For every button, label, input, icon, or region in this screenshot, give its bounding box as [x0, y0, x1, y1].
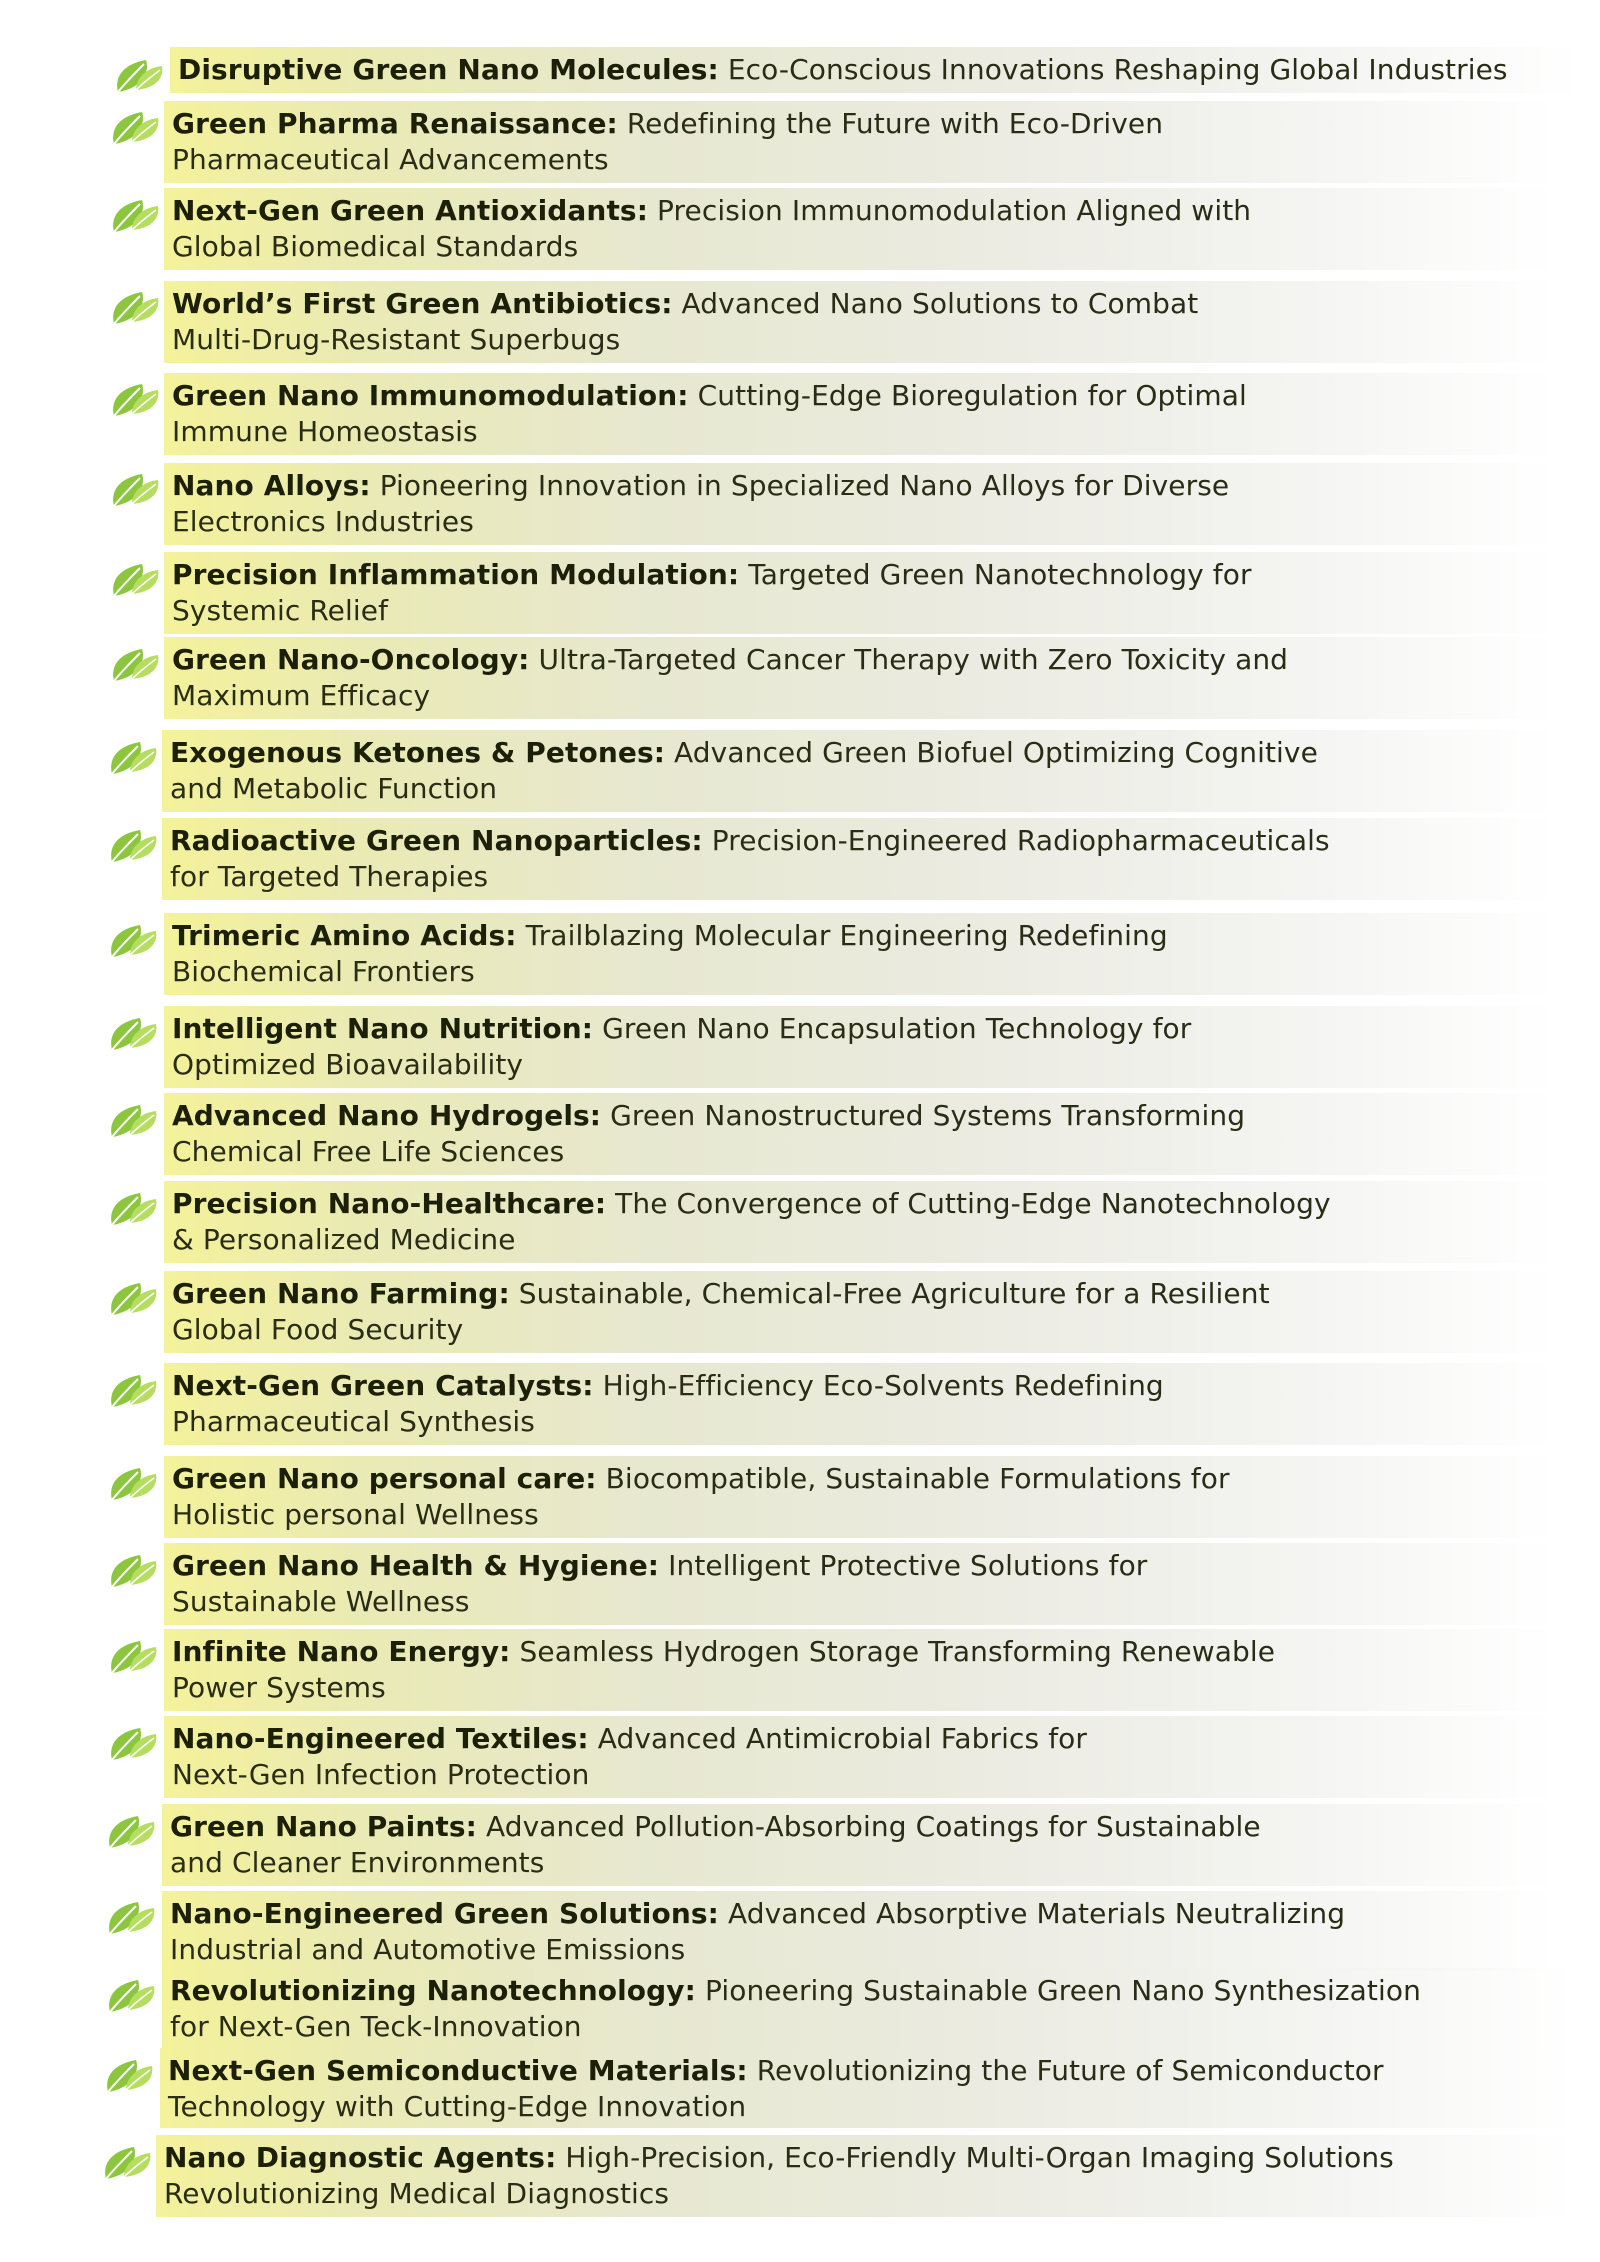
leaf-icon [102, 2052, 156, 2098]
feature-description-continued: Systemic Relief [172, 594, 389, 627]
feature-description-continued: Holistic personal Wellness [172, 1498, 539, 1531]
feature-band [162, 1804, 1554, 1886]
feature-band [170, 47, 1580, 93]
feature-title: Advanced Nano Hydrogels: [172, 1099, 602, 1132]
leaf-icon [104, 1808, 158, 1854]
feature-band [164, 373, 1554, 455]
feature-band [164, 552, 1554, 634]
feature-description-continued: Pharmaceutical Synthesis [172, 1405, 535, 1438]
feature-description: Cutting-Edge Bioregulation for Optimal [697, 379, 1247, 412]
feature-band [164, 1006, 1554, 1088]
feature-band [164, 1181, 1554, 1263]
feature-description: Pioneering Sustainable Green Nano Synthesization [704, 1974, 1421, 2007]
feature-description: Intelligent Protective Solutions for [668, 1549, 1148, 1582]
leaf-icon [100, 2139, 154, 2185]
leaf-icon [108, 556, 162, 602]
leaf-icon [106, 917, 160, 963]
feature-band [162, 730, 1554, 812]
leaf-icon [106, 1097, 160, 1143]
feature-description-continued: Maximum Efficacy [172, 679, 431, 712]
feature-description: Green Nanostructured Systems Transforming [610, 1099, 1246, 1132]
feature-title: Intelligent Nano Nutrition: [172, 1012, 594, 1045]
feature-description-continued: Pharmaceutical Advancements [172, 143, 609, 176]
feature-description-continued: Multi-Drug-Resistant Superbugs [172, 323, 621, 356]
feature-title: World’s First Green Antibiotics: [172, 287, 673, 320]
feature-description-continued: Electronics Industries [172, 505, 474, 538]
feature-description: Advanced Green Biofuel Optimizing Cognitive [674, 736, 1318, 769]
feature-description: High-Precision, Eco-Friendly Multi-Organ Imaging Solutions [565, 2141, 1394, 2174]
feature-band [164, 1456, 1554, 1538]
leaf-icon [106, 734, 160, 780]
feature-description-continued: Global Biomedical Standards [172, 230, 579, 263]
feature-title: Next-Gen Green Catalysts: [172, 1369, 594, 1402]
feature-description: Biocompatible, Sustainable Formulations for [605, 1462, 1230, 1495]
leaf-icon [104, 1972, 158, 2018]
leaf-icon [108, 376, 162, 422]
feature-band [164, 1271, 1554, 1353]
leaf-icon [106, 1720, 160, 1766]
feature-band [156, 2135, 1574, 2217]
feature-band [164, 101, 1554, 183]
feature-band [164, 1629, 1554, 1711]
leaf-icon [106, 1185, 160, 1231]
feature-description-continued: Chemical Free Life Sciences [172, 1135, 565, 1168]
feature-description-continued: Optimized Bioavailability [172, 1048, 524, 1081]
feature-description-continued: Technology with Cutting-Edge Innovation [168, 2090, 747, 2123]
feature-title: Next-Gen Semiconductive Materials: [168, 2054, 748, 2087]
feature-band [160, 2048, 1574, 2128]
feature-band [162, 1891, 1554, 1971]
feature-description: Sustainable, Chemical-Free Agriculture for a Resilient [518, 1277, 1270, 1310]
feature-band [164, 913, 1554, 995]
leaf-icon [106, 1460, 160, 1506]
feature-description-continued: & Personalized Medicine [172, 1223, 516, 1256]
leaf-icon [106, 1275, 160, 1321]
feature-description: The Convergence of Cutting-Edge Nanotechnology [615, 1187, 1331, 1220]
feature-description: Revolutionizing the Future of Semiconductor [756, 2054, 1384, 2087]
feature-title: Precision Inflammation Modulation: [172, 558, 740, 591]
feature-band [164, 1543, 1554, 1625]
feature-description: Precision-Engineered Radiopharmaceuticals [711, 824, 1330, 857]
leaf-icon [112, 52, 166, 98]
feature-title: Green Nano Paints: [170, 1810, 477, 1843]
feature-description-continued: Next-Gen Infection Protection [172, 1758, 590, 1791]
feature-title: Nano-Engineered Green Solutions: [170, 1897, 719, 1930]
leaf-icon [108, 284, 162, 330]
feature-title: Green Nano Health & Hygiene: [172, 1549, 660, 1582]
feature-title: Precision Nano-Healthcare: [172, 1187, 607, 1220]
feature-description-continued: Sustainable Wellness [172, 1585, 470, 1618]
feature-title: Next-Gen Green Antioxidants: [172, 194, 648, 227]
feature-description-continued: Industrial and Automotive Emissions [170, 1933, 686, 1966]
leaf-icon [106, 1367, 160, 1413]
feature-description-continued: Power Systems [172, 1671, 386, 1704]
feature-description: Seamless Hydrogen Storage Transforming Renewable [519, 1635, 1276, 1668]
feature-description: Advanced Antimicrobial Fabrics for [597, 1722, 1087, 1755]
feature-description: Ultra-Targeted Cancer Therapy with Zero Toxicity and [538, 643, 1289, 676]
feature-description: Advanced Pollution-Absorbing Coatings for Sustainable [485, 1810, 1261, 1843]
feature-description: Green Nano Encapsulation Technology for [602, 1012, 1192, 1045]
feature-title: Nano Diagnostic Agents: [164, 2141, 557, 2174]
feature-band [162, 818, 1554, 900]
feature-description: Pioneering Innovation in Specialized Nano Alloys for Diverse [379, 469, 1230, 502]
feature-description-continued: and Metabolic Function [170, 772, 498, 805]
feature-band [164, 637, 1554, 719]
leaf-icon [106, 1010, 160, 1056]
feature-description-continued: for Next-Gen Teck-Innovation [170, 2010, 582, 2043]
leaf-icon [104, 1894, 158, 1940]
feature-title: Disruptive Green Nano Molecules: [178, 53, 719, 86]
feature-description: Eco-Conscious Innovations Reshaping Global Industries [727, 53, 1508, 86]
feature-band [164, 1716, 1554, 1798]
feature-title: Green Nano-Oncology: [172, 643, 530, 676]
feature-band [164, 281, 1554, 363]
feature-band [164, 1363, 1554, 1445]
feature-title: Radioactive Green Nanoparticles: [170, 824, 703, 857]
feature-band [164, 463, 1554, 545]
feature-description-continued: Revolutionizing Medical Diagnostics [164, 2177, 670, 2210]
feature-description-continued: Immune Homeostasis [172, 415, 478, 448]
feature-description-continued: Biochemical Frontiers [172, 955, 475, 988]
feature-description-continued: and Cleaner Environments [170, 1846, 545, 1879]
leaf-icon [106, 1547, 160, 1593]
feature-description-continued: Global Food Security [172, 1313, 464, 1346]
feature-title: Green Nano personal care: [172, 1462, 597, 1495]
feature-description: Precision Immunomodulation Aligned with [657, 194, 1252, 227]
feature-title: Green Nano Immunomodulation: [172, 379, 689, 412]
feature-title: Exogenous Ketones & Petones: [170, 736, 666, 769]
feature-description: Advanced Absorptive Materials Neutralizing [727, 1897, 1346, 1930]
feature-band [164, 188, 1554, 270]
feature-title: Infinite Nano Energy: [172, 1635, 511, 1668]
feature-description-continued: for Targeted Therapies [170, 860, 489, 893]
feature-description: High-Efficiency Eco-Solvents Redefining [602, 1369, 1164, 1402]
leaf-icon [108, 192, 162, 238]
feature-title: Trimeric Amino Acids: [172, 919, 517, 952]
leaf-icon [108, 641, 162, 687]
feature-description: Redefining the Future with Eco-Driven [626, 107, 1164, 140]
feature-band [162, 1968, 1574, 2048]
feature-title: Green Nano Farming: [172, 1277, 510, 1310]
leaf-icon [106, 822, 160, 868]
feature-description: Advanced Nano Solutions to Combat [681, 287, 1199, 320]
feature-title: Nano Alloys: [172, 469, 371, 502]
leaf-icon [108, 104, 162, 150]
feature-description: Targeted Green Nanotechnology for [748, 558, 1252, 591]
feature-band [164, 1093, 1554, 1175]
feature-title: Revolutionizing Nanotechnology: [170, 1974, 696, 2007]
leaf-icon [106, 1633, 160, 1679]
feature-title: Nano-Engineered Textiles: [172, 1722, 589, 1755]
feature-description: Trailblazing Molecular Engineering Redefining [525, 919, 1168, 952]
leaf-icon [108, 466, 162, 512]
feature-title: Green Pharma Renaissance: [172, 107, 618, 140]
